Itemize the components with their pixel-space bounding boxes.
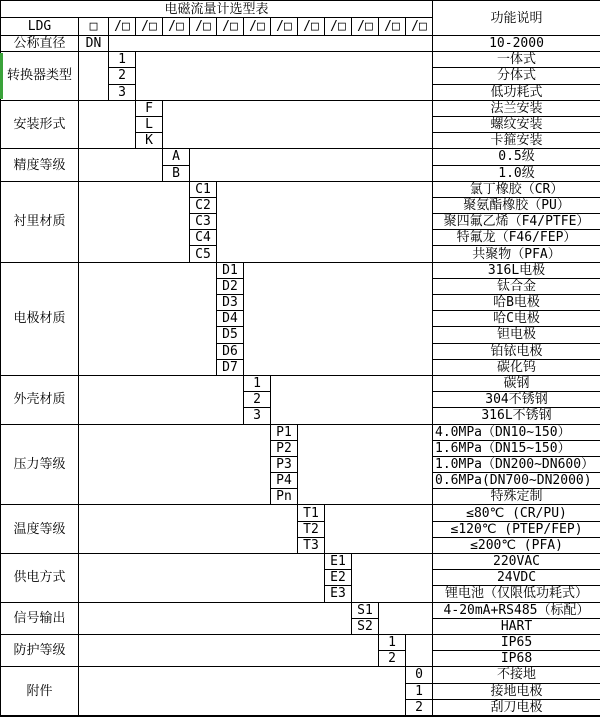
description-cell: 铂铱电极 <box>433 343 600 359</box>
model-first-box: □ <box>79 18 109 36</box>
code-cell: 1 <box>406 683 433 699</box>
description-cell: 共聚物（PFA） <box>433 246 600 262</box>
spec-row <box>1 100 600 116</box>
code-cell: P1 <box>271 424 298 440</box>
category-label: 安装形式 <box>1 100 79 149</box>
code-cell: C3 <box>190 214 217 230</box>
spec-row <box>1 602 600 618</box>
description-cell: 特氟龙（F46/FEP） <box>433 230 600 246</box>
filler-cell <box>379 602 433 634</box>
description-cell: 10-2000 <box>433 36 600 52</box>
spec-row <box>1 52 600 68</box>
description-cell: ≤120℃ (PTEP/FEP) <box>433 521 600 537</box>
code-cell: S1 <box>352 602 379 618</box>
filler-cell <box>244 262 433 375</box>
description-cell: 法兰安装 <box>433 100 600 116</box>
code-cell: E2 <box>325 570 352 586</box>
code-cell: F <box>136 100 163 116</box>
description-cell: 316L不锈钢 <box>433 408 600 424</box>
code-cell: C1 <box>190 181 217 197</box>
description-cell: 220VAC <box>433 554 600 570</box>
description-cell: ≤200℃ (PFA) <box>433 537 600 553</box>
filler-cell <box>79 52 109 101</box>
description-cell: 碳化钨 <box>433 359 600 375</box>
description-cell: 24VDC <box>433 570 600 586</box>
code-cell: C5 <box>190 246 217 262</box>
code-cell: P2 <box>271 440 298 456</box>
filler-cell <box>109 36 433 52</box>
description-cell: 4.0MPa（DN10~150） <box>433 424 600 440</box>
filler-cell <box>271 375 433 424</box>
filler-cell <box>79 424 271 505</box>
code-cell: E3 <box>325 586 352 602</box>
filler-cell <box>352 554 433 603</box>
description-cell: 一体式 <box>433 52 600 68</box>
code-cell: D1 <box>217 262 244 278</box>
filler-cell <box>79 375 244 424</box>
code-cell: 2 <box>109 68 136 84</box>
filler-cell <box>298 424 433 505</box>
filler-cell <box>79 602 352 634</box>
model-code-slot: /□ <box>379 18 406 36</box>
spec-row <box>1 375 600 391</box>
filler-cell <box>79 100 136 149</box>
spec-row <box>1 554 600 570</box>
spec-row <box>1 667 600 683</box>
spec-row <box>1 36 600 52</box>
category-label: 衬里材质 <box>1 181 79 262</box>
filler-cell <box>217 181 433 262</box>
code-cell: A <box>163 149 190 165</box>
filler-cell <box>79 181 190 262</box>
description-cell: 1.0MPa（DN200~DN600） <box>433 456 600 472</box>
category-label: 精度等级 <box>1 149 79 181</box>
filler-cell <box>79 149 163 181</box>
code-cell: 2 <box>406 699 433 716</box>
spec-row <box>1 149 600 165</box>
code-cell: T1 <box>298 505 325 521</box>
code-cell: C2 <box>190 197 217 213</box>
model-code-slot: /□ <box>271 18 298 36</box>
description-cell: 螺纹安装 <box>433 116 600 132</box>
description-cell: 钽电极 <box>433 327 600 343</box>
function-column-header: 功能说明 <box>433 1 600 36</box>
category-label: 防护等级 <box>1 634 79 666</box>
code-cell: D4 <box>217 311 244 327</box>
code-cell: C4 <box>190 230 217 246</box>
code-cell: P4 <box>271 473 298 489</box>
description-cell: 接地电极 <box>433 683 600 699</box>
description-cell: 碳钢 <box>433 375 600 391</box>
description-cell: HART <box>433 618 600 634</box>
model-code-slot: /□ <box>352 18 379 36</box>
description-cell: 1.0级 <box>433 165 600 181</box>
description-cell: 0.5级 <box>433 149 600 165</box>
code-cell: E1 <box>325 554 352 570</box>
page-title: 电磁流量计选型表 <box>1 1 433 18</box>
model-code-slot: /□ <box>109 18 136 36</box>
filler-cell <box>79 634 379 666</box>
code-cell: 1 <box>379 634 406 650</box>
code-cell: 2 <box>379 651 406 667</box>
code-cell: 1 <box>244 375 271 391</box>
category-label: 转换器类型 <box>1 52 79 101</box>
code-cell: D7 <box>217 359 244 375</box>
filler-cell <box>325 505 433 554</box>
filler-cell <box>190 149 433 181</box>
code-cell: P3 <box>271 456 298 472</box>
description-cell: 4-20mA+RS485（标配） <box>433 602 600 618</box>
description-cell: IP65 <box>433 634 600 650</box>
model-code-slot: /□ <box>406 18 433 36</box>
model-prefix: LDG <box>1 18 79 36</box>
model-code-slot: /□ <box>325 18 352 36</box>
description-cell: 316L电极 <box>433 262 600 278</box>
model-code-slot: /□ <box>298 18 325 36</box>
code-cell: D5 <box>217 327 244 343</box>
spec-row <box>1 424 600 440</box>
description-cell: 分体式 <box>433 68 600 84</box>
code-cell: L <box>136 116 163 132</box>
model-code-slot: /□ <box>136 18 163 36</box>
category-label: 外壳材质 <box>1 375 79 424</box>
spec-row <box>1 505 600 521</box>
description-cell: 聚四氟乙烯（F4/PTFE） <box>433 214 600 230</box>
category-label: 压力等级 <box>1 424 79 505</box>
description-cell: 刮刀电极 <box>433 699 600 716</box>
code-cell: B <box>163 165 190 181</box>
description-cell: 特殊定制 <box>433 489 600 505</box>
description-cell: 氯丁橡胶（CR） <box>433 181 600 197</box>
title-row <box>1 1 600 18</box>
code-cell: 2 <box>244 392 271 408</box>
description-cell: 哈B电极 <box>433 295 600 311</box>
model-code-slot: /□ <box>244 18 271 36</box>
code-cell: D6 <box>217 343 244 359</box>
description-cell: 0.6MPa(DN700~DN2000) <box>433 473 600 489</box>
description-cell: 哈C电极 <box>433 311 600 327</box>
description-cell: 锂电池（仅限低功耗式） <box>433 586 600 602</box>
description-cell: ≤80℃ (CR/PU) <box>433 505 600 521</box>
description-cell: 304不锈钢 <box>433 392 600 408</box>
category-label: 电极材质 <box>1 262 79 375</box>
model-code-slot: /□ <box>190 18 217 36</box>
filler-cell <box>79 667 406 716</box>
filler-cell <box>79 554 325 603</box>
code-cell: Pn <box>271 489 298 505</box>
code-cell: DN <box>79 36 109 52</box>
code-cell: 3 <box>244 408 271 424</box>
model-code-slot: /□ <box>163 18 190 36</box>
description-cell: 低功耗式 <box>433 84 600 100</box>
category-label: 附件 <box>1 667 79 716</box>
model-code-slot: /□ <box>217 18 244 36</box>
description-cell: 聚氨酯橡胶（PU） <box>433 197 600 213</box>
filler-cell <box>136 52 433 101</box>
code-cell: 1 <box>109 52 136 68</box>
code-cell: D2 <box>217 278 244 294</box>
spec-row <box>1 634 600 650</box>
filler-cell <box>79 262 217 375</box>
filler-cell <box>163 100 433 149</box>
code-cell: 3 <box>109 84 136 100</box>
spec-row <box>1 262 600 278</box>
description-cell: 不接地 <box>433 667 600 683</box>
category-label: 供电方式 <box>1 554 79 603</box>
filler-cell <box>79 505 298 554</box>
spec-row <box>1 181 600 197</box>
filler-cell <box>406 634 433 666</box>
code-cell: 0 <box>406 667 433 683</box>
code-cell: K <box>136 133 163 149</box>
code-cell: T3 <box>298 537 325 553</box>
code-cell: S2 <box>352 618 379 634</box>
left-edge-green-mark <box>0 53 3 99</box>
code-cell: D3 <box>217 295 244 311</box>
category-label: 信号输出 <box>1 602 79 634</box>
code-cell: T2 <box>298 521 325 537</box>
description-cell: 卡箍安装 <box>433 133 600 149</box>
category-label: 温度等级 <box>1 505 79 554</box>
description-cell: 1.6MPa（DN15~150） <box>433 440 600 456</box>
category-label: 公称直径 <box>1 36 79 52</box>
description-cell: 钛合金 <box>433 278 600 294</box>
description-cell: IP68 <box>433 651 600 667</box>
